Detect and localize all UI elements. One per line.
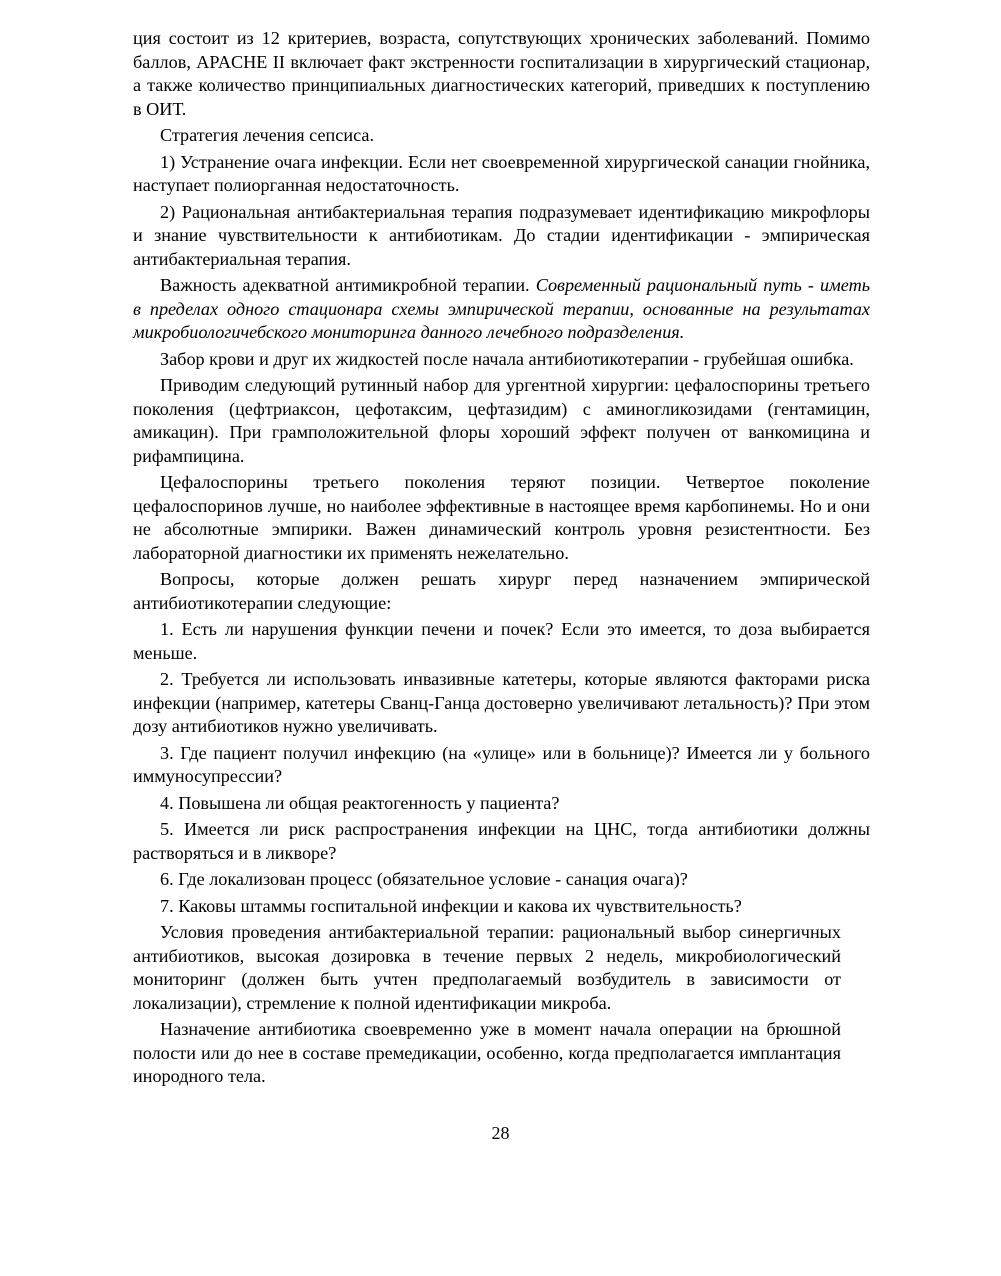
question-item-3: 3. Где пациент получил инфекцию (на «улице» или в больнице)? Имеется ли у больного иммуносупрессии? <box>133 742 870 786</box>
paragraph-antibiotic-timing: Назначение антибиотика своевременно уже в момент начала операции на брюшной полости или до нее в составе премедикации, особенно, когда предполагается имплантация инородного тела. <box>133 1019 841 1086</box>
question-item-1: 1. Есть ли нарушения функции печени и почек? Если это имеется, то доза выбирается меньше. <box>133 619 870 663</box>
question-item-4: 4. Повышена ли общая реактогенность у пациента? <box>160 792 560 813</box>
paragraph-blood-sampling: Забор крови и друг их жидкостей после начала антибиотикотерапии - грубейшая ошибка. <box>160 348 854 369</box>
paragraph-therapy-conditions: Условия проведения антибактериальной терапии: рациональный выбор синергичных антибиотиков, высокая дозировка в течение первых 2 недель, микробиологический мониторинг (должен быть учтен предполагаемый возбудитель в зависимости от локализации), стремление к полной идентификации микроба. <box>133 922 841 1013</box>
paragraph-antimicrobial-italic: Современный рациональный путь - иметь в пределах одного стационара схемы эмпирической терапии, основанные на результатах микробиологичебского мониторинга данного лечебного подразделения. <box>133 275 870 342</box>
paragraph-routine-set: Приводим следующий рутинный набор для ургентной хирургии: цефалоспорины третьего поколения (цефтриаксон, цефотаксим, цефтазидим) с аминогликозидами (гентамицин, амикацин). При грамположительной флоры хороший эффект получен от ванкомицина и рифампицина. <box>133 375 870 466</box>
page-number: 28 <box>491 1123 510 1143</box>
question-item-5: 5. Имеется ли риск распространения инфекции на ЦНС, тогда антибиотики должны растворяться и в ликворе? <box>133 819 870 863</box>
paragraph-cephalosporins: Цефалоспорины третьего поколения теряют позиции. Четвертое поколение цефалоспоринов лучше, но наиболее эффективные в настоящее время карбопинемы. Но и они не абсолютные эмпирики. Важен динамический контроль уровня резистентности. Без лабораторной диагностики их применять нежелательно. <box>133 472 870 563</box>
question-item-7: 7. Каковы штаммы госпитальной инфекции и какова их чувствительность? <box>160 895 742 916</box>
document-page <box>133 27 870 1092</box>
question-item-6: 6. Где локализован процесс (обязательное условие - санация очага)? <box>160 869 688 889</box>
paragraph-sepsis-strategy: Стратегия лечения сепсиса. <box>160 125 374 145</box>
paragraph-infection-source: 1) Устранение очага инфекции. Если нет своевременной хирургической санации гнойника, наступает полиорганная недостаточность. <box>133 151 870 195</box>
paragraph-antimicrobial-lead: Важность адекватной антимикробной терапии. <box>160 275 536 295</box>
paragraph-antimicrobial-importance <box>133 274 870 345</box>
paragraph-apache: ция состоит из 12 критериев, возраста, сопутствующих хронических заболеваний. Помимо баллов, APACHE II включает факт экстренности госпитализации в хирургический стационар, а также количество принципиальных диагностических категорий, приведших к поступлению в ОИТ. <box>133 28 870 119</box>
paragraph-antibacterial-therapy: 2) Рациональная антибактериальная терапия подразумевает идентификацию микрофлоры и знание чувствительности к антибиотикам. До стадии идентификации - эмпирическая антибактериальная терапия. <box>133 201 870 269</box>
paragraph-questions-intro: Вопросы, которые должен решать хирург перед назначением эмпирической антибиотикотерапии следующие: <box>133 569 870 613</box>
question-item-2: 2. Требуется ли использовать инвазивные катетеры, которые являются факторами риска инфекции (например, катетеры Сванц-Ганца достоверно увеличивают летальность)? При этом дозу антибиотиков нужно увеличивать. <box>133 669 870 736</box>
